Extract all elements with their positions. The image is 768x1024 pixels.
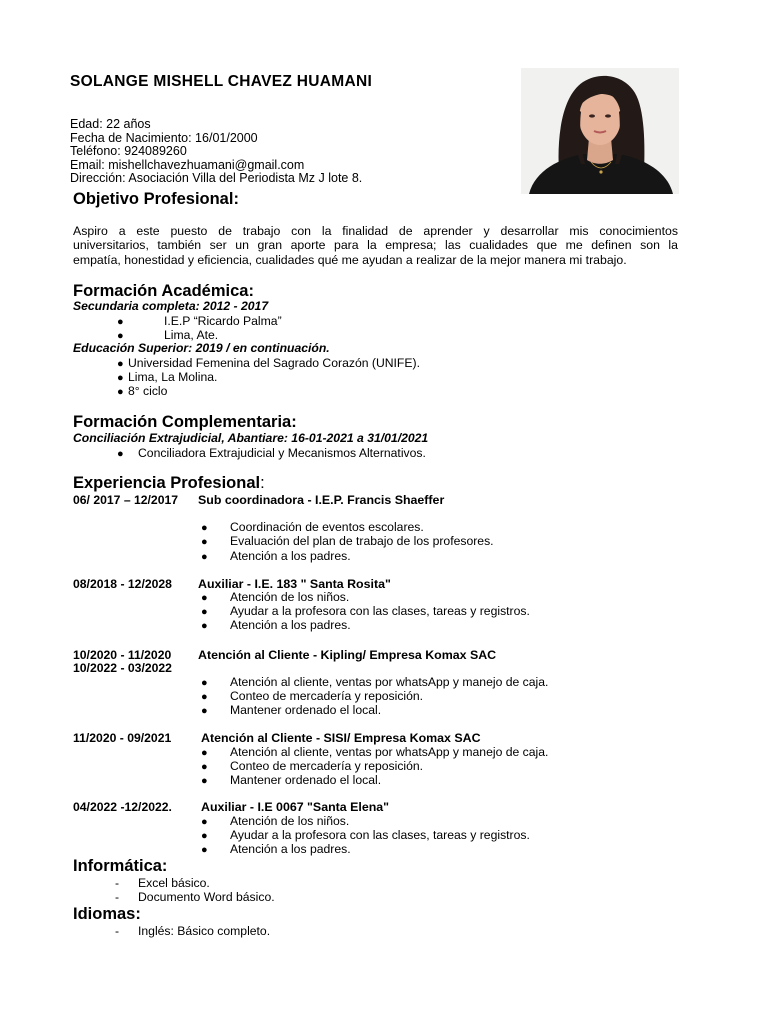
portrait-image (521, 68, 679, 194)
job-title: Atención al Cliente - SISI/ Empresa Komax SAC (201, 731, 481, 745)
info-address: Dirección: Asociación Villa del Periodista Mz J lote 8. (70, 171, 363, 185)
list-item: Universidad Femenina del Sagrado Corazón (UNIFE). (128, 356, 420, 370)
section-title-idiomas: Idiomas: (73, 905, 141, 923)
list-item: Ayudar a la profesora con las clases, tareas y registros. (230, 604, 530, 618)
bullet-icon: ● (117, 372, 124, 384)
candidate-name: SOLANGE MISHELL CHAVEZ HUAMANI (70, 73, 373, 90)
job-date: 10/2020 - 11/2020 (73, 648, 172, 662)
list-item: Conciliadora Extrajudicial y Mecanismos Alternativos. (138, 446, 426, 460)
list-item: Atención a los padres. (230, 842, 351, 856)
list-item: Lima, Ate. (164, 328, 219, 342)
list-item: 8° ciclo (128, 384, 168, 398)
secundaria-heading: Secundaria completa: 2012 - 2017 (73, 299, 269, 313)
job-date: 04/2022 -12/2022. (73, 800, 172, 814)
info-age: Edad: 22 años (70, 117, 151, 131)
bullet-icon: ● (201, 691, 208, 703)
objetivo-line: universitarios, también ser un gran aporte para la empresa; las cualidades que me definen son la (73, 238, 678, 253)
list-item: Excel básico. (138, 876, 210, 890)
section-title-informatica: Informática: (73, 857, 168, 875)
job-title: Auxiliar - I.E. 183 " Santa Rosita" (198, 577, 391, 591)
list-item: Atención a los padres. (230, 618, 351, 632)
section-title-complementaria: Formación Complementaria: (73, 413, 297, 431)
list-item: Atención de los niños. (230, 814, 350, 828)
job-title: Atención al Cliente - Kipling/ Empresa Komax SAC (198, 648, 497, 662)
bullet-icon: ● (201, 522, 208, 534)
list-item: Atención al cliente, ventas por whatsApp y manejo de caja. (230, 745, 549, 759)
bullet-icon: ● (201, 830, 208, 842)
bullet-icon: ● (117, 358, 124, 370)
bullet-icon: ● (201, 775, 208, 787)
list-item: Mantener ordenado el local. (230, 773, 382, 787)
bullet-icon: ● (201, 705, 208, 717)
bullet-icon: ● (117, 330, 124, 342)
list-item: Coordinación de eventos escolares. (230, 520, 424, 534)
section-title-experiencia (73, 474, 265, 493)
list-item: Evaluación del plan de trabajo de los profesores. (230, 534, 494, 548)
info-email: Email: mishellchavezhuamani@gmail.com (70, 158, 305, 172)
bullet-icon: ● (201, 747, 208, 759)
job-title: Sub coordinadora - I.E.P. Francis Shaeffer (198, 493, 445, 507)
objetivo-line: empatía, honestidad y eficiencia, cualidades qué me ayudan a realizar de la mejor manera mi trabajo. (73, 252, 627, 267)
dash-icon: - (115, 890, 120, 904)
bullet-icon: ● (201, 606, 208, 618)
bullet-icon: ● (201, 816, 208, 828)
objetivo-line: Aspiro a este puesto de trabajo con la finalidad de aprender y desarrollar mis conocimientos (73, 224, 678, 238)
bullet-icon: ● (201, 551, 208, 563)
bullet-icon: ● (117, 316, 124, 328)
dash-icon: - (115, 924, 120, 938)
objetivo-text (73, 224, 678, 267)
list-item: Documento Word básico. (138, 890, 275, 904)
list-item: Atención de los niños. (230, 590, 350, 604)
bullet-icon: ● (201, 761, 208, 773)
dash-icon: - (115, 876, 120, 890)
list-item: Atención al cliente, ventas por whatsApp y manejo de caja. (230, 675, 549, 689)
job-date: 10/2022 - 03/2022 (73, 661, 172, 675)
list-item: Lima, La Molina. (128, 370, 218, 384)
section-title-experiencia-text: Experiencia Profesional (73, 474, 261, 492)
section-title-objetivo: Objetivo Profesional: (73, 190, 239, 208)
section-title-experiencia-colon: : (260, 474, 265, 492)
job-title: Auxiliar - I.E 0067 "Santa Elena" (201, 800, 390, 814)
bullet-icon: ● (201, 620, 208, 632)
bullet-icon: ● (117, 386, 124, 398)
bullet-icon: ● (117, 448, 124, 460)
info-phone: Teléfono: 924089260 (70, 144, 187, 158)
list-item: Ayudar a la profesora con las clases, tareas y registros. (230, 828, 530, 842)
list-item: Atención a los padres. (230, 549, 351, 563)
section-title-academica: Formación Académica: (73, 282, 254, 300)
bullet-icon: ● (201, 844, 208, 856)
list-item: Inglés: Básico completo. (138, 924, 271, 938)
job-date: 06/ 2017 – 12/2017 (73, 493, 179, 507)
complementaria-heading: Conciliación Extrajudicial, Abantiare: 16-01-2021 a 31/01/2021 (73, 431, 429, 445)
profile-photo (521, 68, 679, 194)
superior-heading: Educación Superior: 2019 / en continuación. (73, 341, 330, 355)
info-birthdate: Fecha de Nacimiento: 16/01/2000 (70, 131, 258, 145)
list-item: Conteo de mercadería y reposición. (230, 689, 424, 703)
job-date: 11/2020 - 09/2021 (73, 731, 172, 745)
bullet-icon: ● (201, 536, 208, 548)
bullet-icon: ● (201, 592, 208, 604)
job-date: 08/2018 - 12/2028 (73, 577, 172, 591)
list-item: Mantener ordenado el local. (230, 703, 382, 717)
bullet-icon: ● (201, 677, 208, 689)
list-item: Conteo de mercadería y reposición. (230, 759, 424, 773)
list-item: I.E.P “Ricardo Palma” (164, 314, 282, 328)
